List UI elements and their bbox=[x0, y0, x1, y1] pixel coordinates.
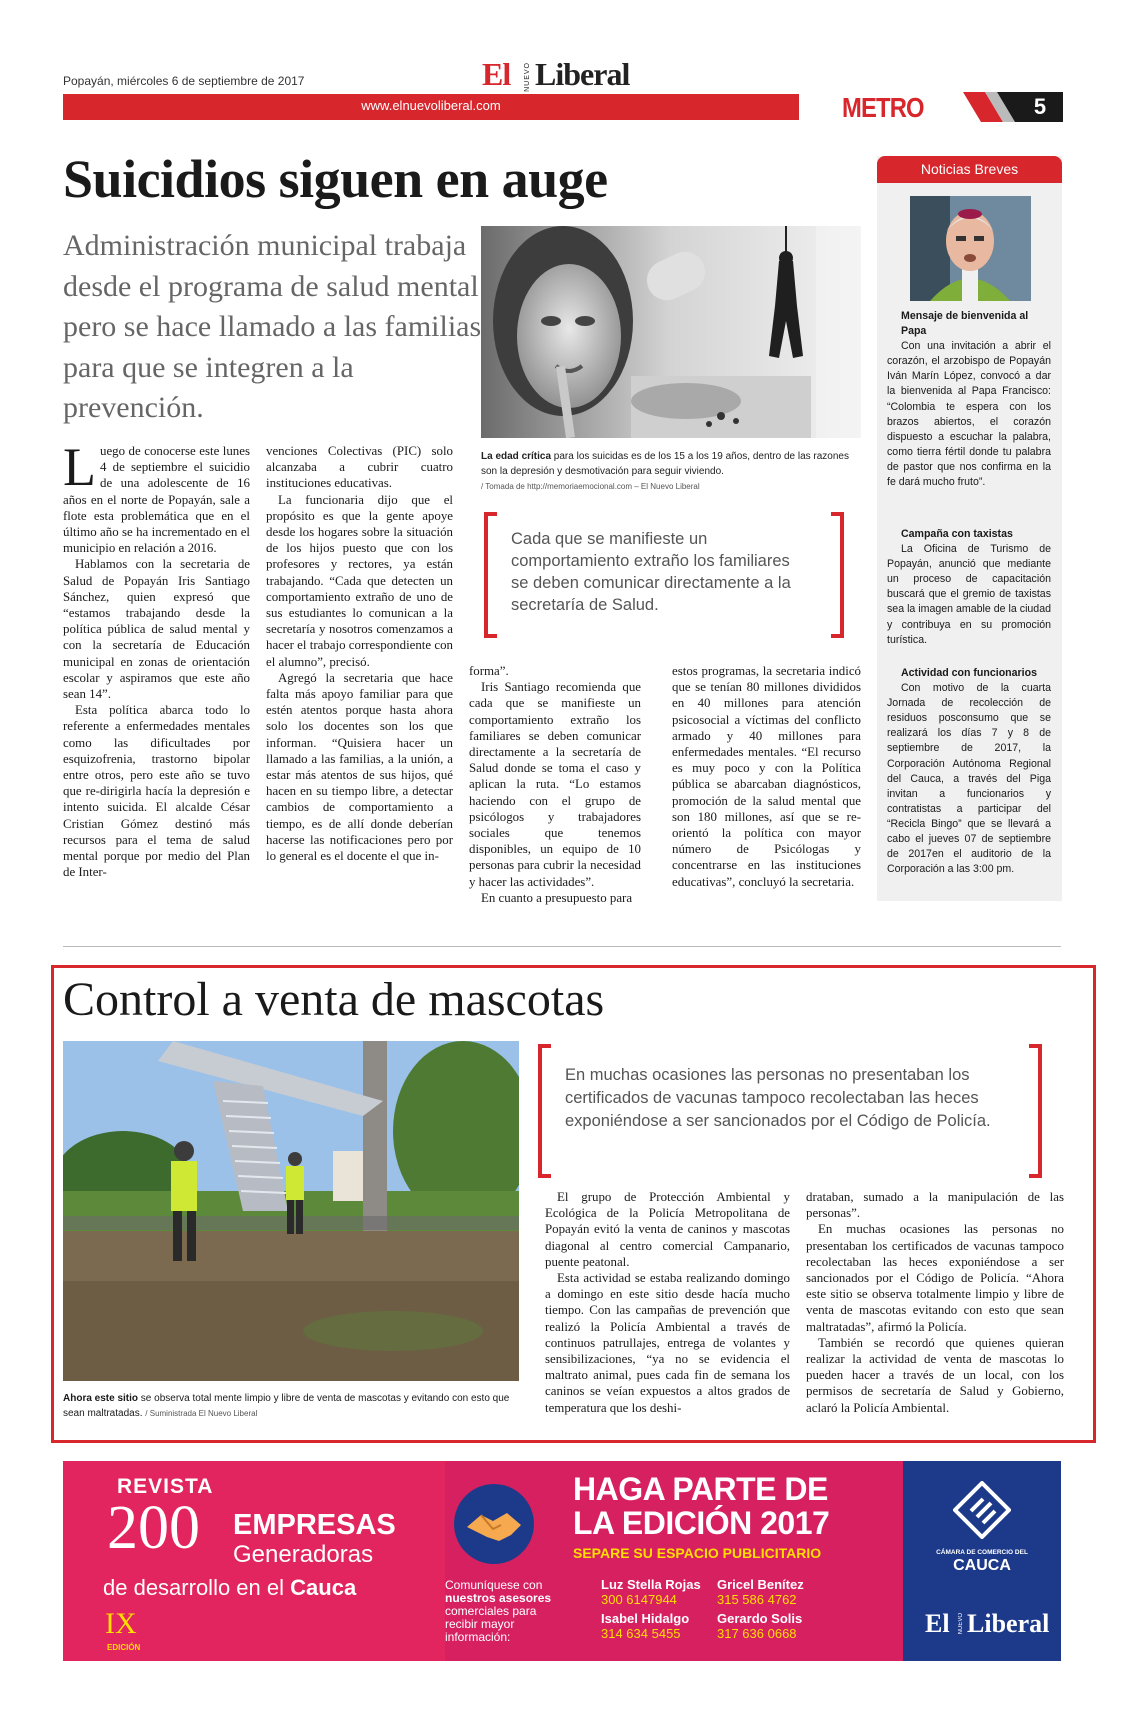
article2-col1-p2: Esta actividad se estaba realizando domingo a domingo en este sitio desde hacía mucho tiempo. Con las campañas de prevención que realizó la Policía Ambiental a través de continuos patrullajes, entrega de volantes y sensibilizaciones, “ya no se evidencia el maltrato animal, pues cada fin de semana los caninos se veían expuestos a altos grados de temperatura que los deshi- bbox=[545, 1271, 790, 1415]
sidebar-header: Noticias Breves bbox=[877, 156, 1062, 183]
article1-photo bbox=[481, 226, 861, 438]
article2-caption bbox=[63, 1391, 519, 1421]
ad-contact-panel bbox=[445, 1461, 903, 1661]
article2-col2-p3: También se recordó que quienes quieran realizar la actividad de venta de mascotas lo pueden hacer a través de un local, con los permisos de secretaría de Salud y Gobierno, aclaró la Policía Ambiental. bbox=[806, 1335, 1064, 1415]
article1-caption bbox=[481, 449, 861, 494]
page-number: 5 bbox=[1017, 92, 1063, 122]
article2-photo-scene bbox=[63, 1041, 519, 1381]
article2-photo bbox=[63, 1041, 519, 1381]
article1-col1-p1: uego de conocerse este lunes 4 de septiembre el suicidio de una adolescente de 16 años en el norte de Popayán, sale a flote esta problemática que en el último año se ha incrementado en el municipio en relación a 2016. bbox=[63, 444, 250, 556]
sidebar-item-3-title: Actividad con funcionarios bbox=[901, 667, 1037, 679]
article1-col3-p2: Iris Santiago recomienda que cada que se manifieste un comportamiento extraño los familiares se deben comunicar directamente a la secretaría de Salud donde se toma el caso y aplican la ruta. “Lo estamos haciendo con el grupo de psicólogos y trabajadores sociales que tenemos disponibles, un equipo de 10 personas para cubrir la necesidad y hacer las actividades”. bbox=[469, 680, 641, 889]
article2-column-1 bbox=[545, 1189, 790, 1416]
ad-newspaper-logo bbox=[925, 1609, 1055, 1643]
article1-column-1 bbox=[63, 437, 250, 880]
ad-camara-city: CAUCA bbox=[953, 1557, 1011, 1574]
article1-dropcap: L bbox=[63, 437, 96, 497]
ad-logos-panel bbox=[903, 1461, 1061, 1661]
article2-pullquote-text: En muchas ocasiones las personas no presentaban los certificados de vacunas tampoco recolectaban las heces exponiéndose a ser sancionados por el Código de Policía. bbox=[565, 1066, 991, 1130]
article1-col3-p3: En cuanto a presupuesto para bbox=[481, 890, 633, 905]
ad-revista: REVISTA bbox=[117, 1475, 214, 1498]
article2-col2-p1: drataban, sumado a la manipulación de las personas”. bbox=[806, 1190, 1064, 1221]
sidebar-item-1-title: Mensaje de bienvenida al Papa bbox=[901, 310, 1029, 338]
ad-comuniquese-1: Comuníquese con bbox=[445, 1578, 543, 1592]
article1-pullquote-text: Cada que se manifieste un comportamiento extraño los familiares se deben comunicar directamente a la secretaría de Salud. bbox=[511, 530, 791, 614]
ad-contact-1-phone[interactable]: 300 6147944 bbox=[601, 1592, 677, 1607]
sidebar-item-2-body: La Oficina de Turismo de Popayán, anunció que mediante un proceso de capacitación buscará que el gremio de taxistas sea la imagen amable de la ciudad y contribuya en su promoción turística. bbox=[887, 543, 1051, 646]
article1-col4-p1: estos programas, la secretaria indicó que se tenían 80 millones divididos en 40 millones para atención psicosocial a víctimas del conflicto armado y 40 millones para enfermedades mentales. “El recurso es muy poco y con la Política pública se abarcaban diagnósticos, promoción de la salud mental que son 180 millones, así que se re-orientó la política con mayor número de Psicólogas y concentrarse en las instituciones educativas”, concluyó la secretaria. bbox=[672, 664, 861, 889]
article2-caption-text: se observa total mente limpio y libre de venta de mascotas y evitando con esto que sean maltratadas. bbox=[63, 1393, 510, 1419]
article2-col2-p2: En muchas ocasiones las personas no presentaban los certificados de vacunas tampoco recolectaban las heces exponiéndose a ser sancionados por el Código de Policía. “Ahora este sitio se observa totalmente limpio y libre de venta de mascotas evitando con esto que sean maltratadas”, afirmó la Policía. bbox=[806, 1222, 1064, 1334]
ad-edition-roman: IX bbox=[105, 1607, 137, 1640]
sidebar-item-3-body: Con motivo de la cuarta Jornada de recolección de residuos posconsumo que se realizará los días 7 y 8 de septiembre de 2017, la Corporación Autónoma Regional del Cauca, a través del Piga invitan a funcionarios y contratistas a participar del “Recicla Bingo” que se llevará a cabo el jueves 07 de septiembre de 2017en el auditorio de la Corporación a las 3:00 pm. bbox=[887, 682, 1051, 876]
article2-caption-credit: / Suministrada El Nuevo Liberal bbox=[145, 1409, 258, 1418]
ad-number-200: 200 bbox=[107, 1494, 200, 1562]
article1-caption-text: para los suicidas es de los 15 a los 19 años, dentro de las razones son la depresión y desmotivación para seguir viviendo. bbox=[481, 451, 849, 477]
article1-col2-p3: Agregó la secretaria que hace falta más apoyo familiar para que estén atentos porque hasta ahora solo los docentes son los que informan. “Quisiera hacer un llamado a las familias, a la unión, a estar más atentos de sus hijos, qué hacen en su tiempo libre, a detectar cambios de comportamiento a tiempo, es de allí donde deberían hacerse las notificaciones pero por lo general es el docente el que in- bbox=[266, 670, 453, 864]
sidebar-item-3 bbox=[887, 666, 1051, 877]
article1-pullquote bbox=[483, 512, 845, 638]
ad-edition-word: EDICIÓN bbox=[107, 1643, 141, 1652]
article2-headline: Control a venta de mascotas bbox=[63, 973, 605, 1026]
ad-cauca: Cauca bbox=[290, 1575, 357, 1600]
article1-caption-credit: / Tomada de http://memoriaemocional.com – El Nuevo Liberal bbox=[481, 482, 700, 491]
article1-col1-p2: Hablamos con la secretaria de Salud de Popayán Iris Santiago Sánchez, quien expresó que “estamos trabajando desde la política pública de salud mental y con la secretaría de Educación municipal en zonas de orientación escolar y aspiramos que este año sean 14”. bbox=[63, 557, 250, 702]
ad-comuniquese-2: nuestros asesores bbox=[445, 1591, 552, 1605]
logo-nuevo: NUEVO bbox=[524, 62, 531, 92]
ad-contact-1[interactable] bbox=[601, 1577, 701, 1607]
article2-caption-lead: Ahora este sitio bbox=[63, 1393, 139, 1404]
article1-column-3 bbox=[469, 663, 641, 906]
ad-comuniquese-4: recibir mayor bbox=[445, 1617, 515, 1631]
ad-contact-2[interactable] bbox=[717, 1577, 804, 1607]
ad-camara-text: CÁMARA DE COMERCIO DEL bbox=[936, 1549, 1028, 1556]
article2-col1-p1: El grupo de Protección Ambiental y Ecológica de la Policía Metropolitana de Popayán evitó la venta de caninos y mascotas diagonal al centro comercial Campanario, puente peatonal. bbox=[545, 1190, 790, 1269]
article1-caption-lead: La edad crítica bbox=[481, 451, 552, 462]
sidebar-item-2-title: Campaña con taxistas bbox=[901, 528, 1013, 540]
article1-col2-p1: venciones Colectivas (PIC) solo alcanzaba a cubrir cuatro instituciones educativas. bbox=[266, 444, 453, 491]
sidebar-item-1-body: Con una invitación a abrir el corazón, el arzobispo de Popayán Iván Marín López, convocó a dar la bienvenida al Papa Francisco: “Colombia te espera con los brazos abiertos, el corazón dispuesto a escuchar la palabra, como tierra fértil donde tu palabra de pastor que nos confirma en la fe dará mucho fruto”. bbox=[887, 340, 1051, 489]
article1-deck: Administración municipal trabaja desde el programa de salud mental pero se hace llamado a las familias para que se integren a la prevención. bbox=[63, 229, 482, 424]
ad-comuniquese-3: comerciales para bbox=[445, 1604, 537, 1618]
ad-contact-4-phone[interactable]: 317 636 0668 bbox=[717, 1626, 797, 1641]
camara-comercio-icon bbox=[953, 1481, 1011, 1539]
article1-col2-p2: La funcionaria dijo que el propósito es que la gente apoye desde los hogares sobre la situación de los hijos puesto que con los profesores y rectores, ya están trabajando. “Cada que detecten un comportamiento extraño de uno de sus estudiantes lo comunican a la secretaría y nosotros comenzamos a hacer el trabajo correspondiente con el alumno”, precisó. bbox=[266, 492, 453, 669]
bracket-left bbox=[537, 1044, 553, 1178]
sidebar-item-1 bbox=[887, 309, 1051, 490]
section-divider bbox=[63, 946, 1061, 947]
ad-logo-el: El bbox=[925, 1609, 950, 1638]
ad-contact-4[interactable] bbox=[717, 1611, 802, 1641]
ad-haga-parte: HAGA PARTE DE bbox=[573, 1471, 828, 1507]
ad-logo-nuevo: NUEVO bbox=[958, 1613, 964, 1635]
newspaper-logo[interactable] bbox=[482, 56, 642, 92]
article1-column-2 bbox=[266, 443, 453, 864]
article1-col1-p3: Esta política abarca todo lo referente a enfermedades mentales como las dificultades por esquizofrenia, trastorno bipolar entre otros, pero este año se tuvo que re-dirigirla hacía la depresión e intento suicida. El alcalde César Cristian Gómez destinó más recursos para el tema de salud mental porque por medio del Plan de Inter- bbox=[63, 703, 250, 880]
bracket-right bbox=[829, 512, 845, 638]
bracket-left bbox=[483, 512, 499, 638]
article1-column-4 bbox=[672, 663, 861, 890]
ad-contact-3[interactable] bbox=[601, 1611, 689, 1641]
archbishop-portrait bbox=[910, 196, 1031, 301]
ad-la-edicion: LA EDICIÓN 2017 bbox=[573, 1505, 830, 1541]
sidebar-item-2 bbox=[887, 527, 1051, 648]
ad-logo-liberal: Liberal bbox=[967, 1609, 1050, 1638]
ad-contact-2-phone[interactable]: 315 586 4762 bbox=[717, 1592, 797, 1607]
article1-col3-p1: forma”. bbox=[469, 664, 509, 678]
ad-desarrollo bbox=[103, 1575, 356, 1601]
edition-date: Popayán, miércoles 6 de septiembre de 2017 bbox=[63, 74, 305, 88]
site-url[interactable]: www.elnuevoliberal.com bbox=[361, 98, 501, 113]
article1-photo-illustration bbox=[481, 226, 861, 438]
ad-contact-1-name: Luz Stella Rojas bbox=[601, 1577, 701, 1592]
ad-empresas: EMPRESAS bbox=[233, 1509, 396, 1541]
logo-el: El bbox=[482, 56, 511, 92]
masthead-bar bbox=[63, 94, 799, 120]
ad-contact-2-name: Gricel Benítez bbox=[717, 1577, 804, 1592]
section-name: METRO bbox=[842, 92, 924, 123]
ad-comuniquese bbox=[445, 1579, 551, 1644]
handshake-icon bbox=[453, 1483, 535, 1565]
logo-liberal: Liberal bbox=[535, 56, 630, 92]
article1-headline: Suicidios siguen en auge bbox=[63, 149, 608, 209]
bracket-right bbox=[1027, 1044, 1043, 1178]
advertisement-banner[interactable] bbox=[63, 1461, 1061, 1661]
sidebar-photo-archbishop bbox=[910, 196, 1031, 301]
ad-contact-3-phone[interactable]: 314 634 5455 bbox=[601, 1626, 681, 1641]
ad-contact-3-name: Isabel Hidalgo bbox=[601, 1611, 690, 1626]
ad-revista-panel bbox=[63, 1461, 445, 1661]
article2-column-2 bbox=[806, 1189, 1064, 1416]
ad-desarrollo-text: de desarrollo en el bbox=[103, 1575, 285, 1600]
ad-separe: SEPARE SU ESPACIO PUBLICITARIO bbox=[573, 1545, 822, 1561]
article2-pullquote bbox=[537, 1044, 1043, 1178]
ad-generadoras: Generadoras bbox=[233, 1541, 374, 1568]
ad-comuniquese-5: información: bbox=[445, 1630, 511, 1644]
ad-contact-4-name: Gerardo Solis bbox=[717, 1611, 803, 1626]
